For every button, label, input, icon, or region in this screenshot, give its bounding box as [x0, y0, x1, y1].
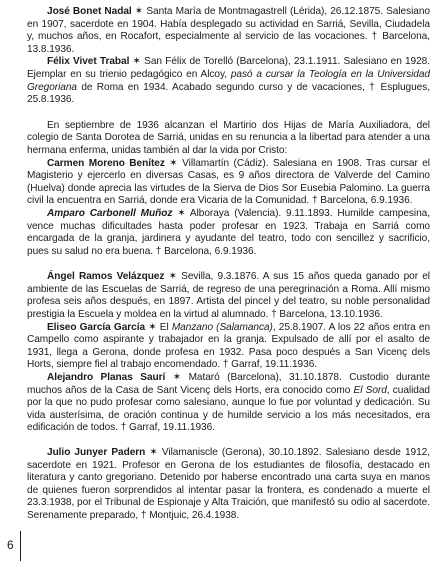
intro-paragraph [27, 120, 430, 158]
section-gap [27, 107, 430, 120]
entry-text-italic: pasó a cursar la Teología en la Universidad Gregoriana [27, 68, 430, 93]
entry-alejandro-planas-sauri [27, 372, 430, 435]
entry-amparo-carbonell-munoz [27, 208, 430, 258]
entry-text: , 25.8.1907. A los 22 años entra en Campello como aspirante y trabajador en la granja. Expulsado de allí por el asalto de 1931, llega a Gerona, donde profesa en 1932. Pasa poco después a San Vicenç dels Horts, siempre fiel al trabajo encomendado. † Garraf, 19.11.1936. [27, 321, 431, 371]
entry-julio-junyer-padern [27, 447, 430, 523]
section-gap [27, 435, 430, 447]
page-number: 6 [7, 538, 14, 552]
entry-name: Eliseo García García [47, 321, 146, 333]
entry-text: , cualidad por la que no pudo profesar como salesiano, aunque lo fue por voluntad y dedicación. Su vida austerísima, de oración continua y de humilde servicio a los más necesitados, era edificación de todos. † Garraf, 19.11.1936. [27, 384, 430, 434]
entry-text-italic: El Sord [353, 384, 387, 396]
entry-text: ✶ El [145, 321, 172, 333]
folio-rule [20, 531, 21, 561]
entry-jose-bonet-nadal [27, 6, 430, 56]
entry-text: ✶ Alboraya (Valencia). 9.11.1893. Humilde campesina, vence muchas dificultades hasta poder profesar en 1923. Trabaja en Sarriá como encargada de la granja, jardinera y ayudante del teatro, todo con sencillez y sacrificio, pues su salud no era buena. † Barcelona, 6.9.1936. [27, 207, 430, 257]
entry-name: Julio Junyer Padern [47, 447, 146, 458]
entry-angel-ramos-velazquez [27, 271, 430, 321]
entry-text: de Roma en 1934. Acabado segundo curso y de vacaciones, † Esplugues, 25.8.1936. [27, 81, 430, 106]
intro-text: En septiembre de 1936 alcanzan el Martirio dos Hijas de María Auxiliadora, del colegio de Santa Dorotea de Sarriá, unidas en su renuncia a la libertad para atender a una hermana enferma, unidas también al dar la vida por Cristo: [27, 119, 430, 156]
entry-text: ✶ San Félix de Torelló (Barcelona), 23.1.1911. Salesiano en 1928. Ejemplar en su trienio pedagógico en Alcoy, [27, 56, 430, 80]
entry-name: José Bonet Nadal [47, 6, 132, 17]
entry-carmen-moreno-benitez [27, 158, 430, 208]
entry-eliseo-garcia-garcia [27, 322, 430, 372]
entry-name: Carmen Moreno Benítez [47, 157, 165, 169]
entry-text-italic: Manzano (Salamanca) [171, 321, 273, 333]
entry-text: ✶ Vilamaniscle (Gerona), 30.10.1892. Salesiano desde 1912, sacerdote en 1921. Profesor en Gerona de los estudiantes de filosofía, destacado en literatura y canto gregoriano. Detenido por haberse encontrado una carta suya en manos de quienes fueron sorprendidos al intentar pasar la frontera, es condenado a muerte el 23.3.1938, por el Tribunal de Espionaje y Alta Traición, que manifestó su odio al sacerdote. Serenamente preparado, † Montjuic, 26.4.1938. [27, 447, 430, 521]
entry-name: Ángel Ramos Velázquez [47, 271, 165, 283]
entry-name: Alejandro Planas Saurí [47, 372, 166, 384]
entry-text: ✶ Mataró (Barcelona), 31.10.1878. Custodio durante muchos años de la Casa de Sant Vicenç dels Horts, era conocido como [27, 372, 430, 396]
entry-felix-vivet-trabal [27, 56, 430, 106]
section-gap [27, 258, 430, 271]
entry-text: ✶ Sevilla, 9.3.1876. A sus 15 años queda ganado por el ambiente de las Escuelas de Sarriá, de regreso de una peregrinación a Roma. Allí mismo profesa seis años después, en 1897. Artista del pincel y del teatro, su noble personalidad prestigia la Escuela y moldea en la virtud al alumnado. † Barcelona, 13.10.1936. [27, 271, 430, 321]
entry-text: ✶ Villamartín (Cádiz). Salesiana en 1908. Tras cursar el Magisterio y ejercerlo en diversas Casas, es 9 años directora de Valverde del Camino (Huelva) donde aprecia las virtudes de la Sierva de Dios Sor Eusebia Palomino. La guerra civil la encuentra en Sarriá, donde era Vicaria de la Comunidad. † Barcelona, 6.9.1936. [27, 157, 430, 207]
entry-name: Amparo Carbonell Muñoz [47, 207, 173, 219]
document-body [27, 6, 430, 523]
entry-name: Félix Vivet Trabal [47, 56, 130, 68]
entry-text: ✶ Santa María de Montmagastrell (Lérida), 26.12.1875. Salesiano en 1907, sacerdote en 1904. Había desplegado su actividad en Sarriá, Sevilla, Ciudadela y, muchos años, en Rocafort, especialmente al servicio de las vocaciones. † Barcelona, 13.8.1936. [27, 6, 430, 55]
